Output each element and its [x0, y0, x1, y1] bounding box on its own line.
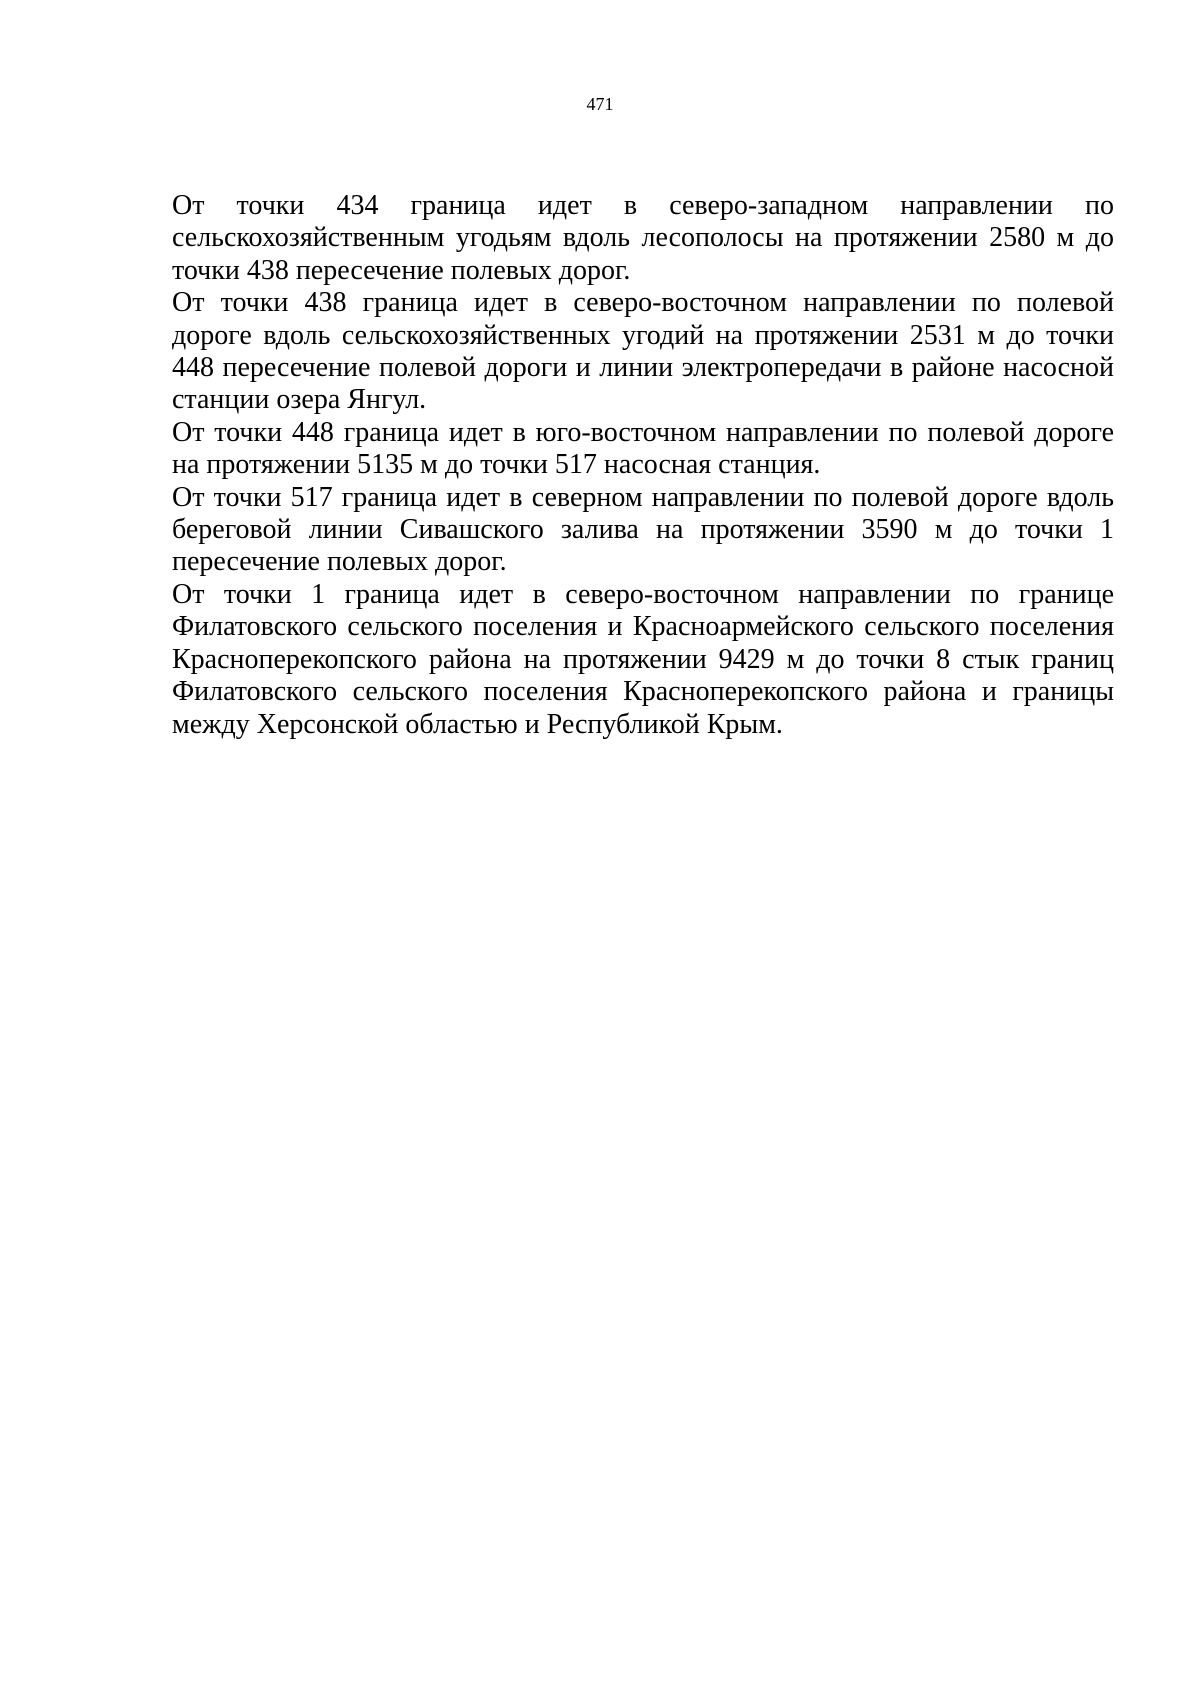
body-text: [172, 190, 1114, 741]
paragraph-point-438: От точки 438 граница идет в северо-восточном направлении по полевой дороге вдоль сельскохозяйственных угодий на протяжении 2531 м до точки 448 пересечение полевой дороги и линии электропередачи в районе насосной станции озера Янгул.: [172, 287, 1114, 416]
paragraph-point-517: От точки 517 граница идет в северном направлении по полевой дороге вдоль береговой линии Сивашского залива на протяжении 3590 м до точки 1 пересечение полевых дорог.: [172, 481, 1114, 578]
page-number: 471: [586, 94, 614, 114]
paragraph-point-434: От точки 434 граница идет в северо-западном направлении по сельскохозяйственным угодьям вдоль лесополосы на протяжении 2580 м до точки 438 пересечение полевых дорог.: [172, 190, 1114, 286]
paragraph-point-448: От точки 448 граница идет в юго-восточном направлении по полевой дороге на протяжении 5135 м до точки 517 насосная станция.: [172, 416, 1114, 481]
paragraph-point-1: От точки 1 граница идет в северо-восточном направлении по границе Филатовского сельского поселения и Красноармейского сельского поселения Красноперекопского района на протяжении 9429 м до точки 8 стык границ Филатовского сельского поселения Красноперекопского района и границы между Херсонской областью и Республикой Крым.: [172, 578, 1114, 740]
